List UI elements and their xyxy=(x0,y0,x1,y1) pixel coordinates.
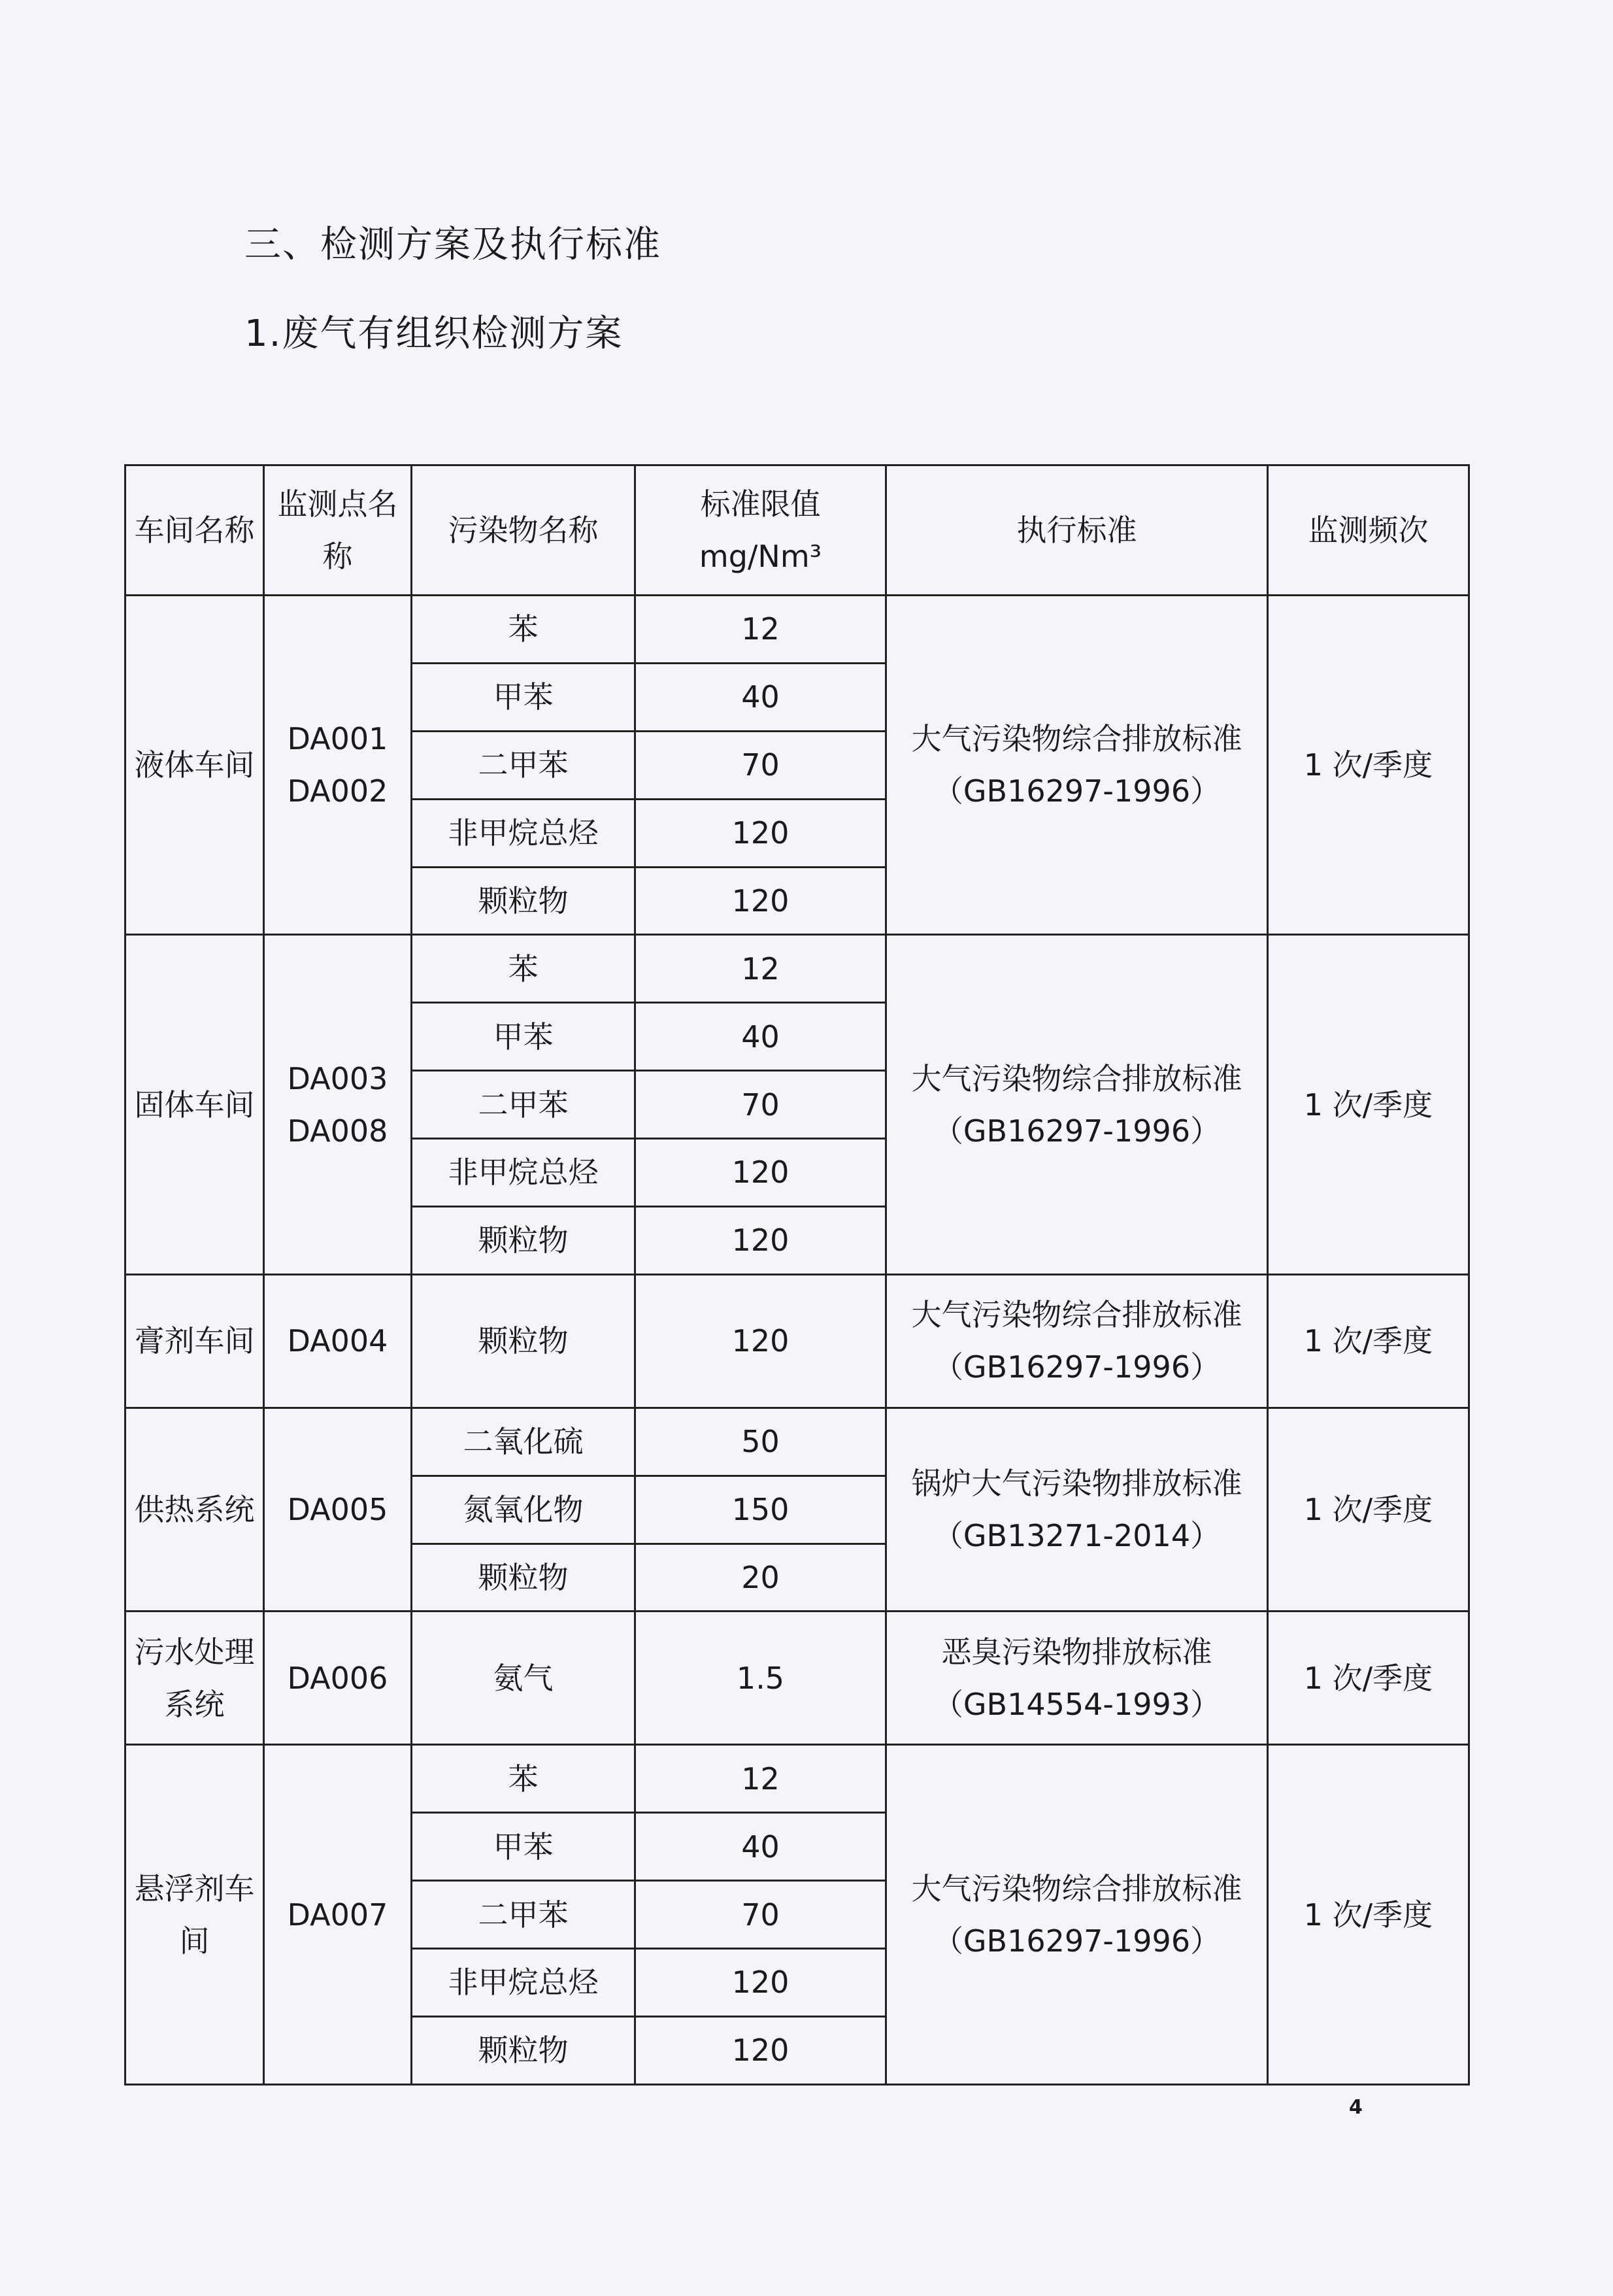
table-row xyxy=(125,935,1469,1003)
limit-cell: 70 xyxy=(635,731,886,799)
limit-cell: 40 xyxy=(635,1813,886,1881)
section-title: 三、检测方案及执行标准 xyxy=(244,224,661,266)
limit-cell: 40 xyxy=(635,1003,886,1071)
pollutant-cell: 颗粒物 xyxy=(412,1206,635,1274)
limit-cell: 50 xyxy=(635,1408,886,1476)
table-row xyxy=(125,1612,1469,1745)
standard-cell: 恶臭污染物排放标准（GB14554-1993） xyxy=(886,1612,1268,1745)
limit-cell: 1.5 xyxy=(635,1612,886,1745)
table-row xyxy=(125,596,1469,664)
monitoring-point-cell: DA007 xyxy=(264,1745,412,2085)
workshop-cell: 污水处理系统 xyxy=(125,1612,264,1745)
monitoring-point-cell: DA003 DA008 xyxy=(264,935,412,1274)
header-pollutant: 污染物名称 xyxy=(412,465,635,596)
limit-cell: 120 xyxy=(635,2016,886,2084)
limit-cell: 120 xyxy=(635,1206,886,1274)
pollutant-cell: 甲苯 xyxy=(412,663,635,731)
frequency-cell: 1 次/季度 xyxy=(1268,1408,1469,1612)
monitoring-point-cell: DA001 DA002 xyxy=(264,596,412,935)
header-frequency: 监测频次 xyxy=(1268,465,1469,596)
pollutant-cell: 氮氧化物 xyxy=(412,1476,635,1544)
monitoring-point-cell: DA005 xyxy=(264,1408,412,1612)
standard-cell: 大气污染物综合排放标准（GB16297-1996） xyxy=(886,1745,1268,2085)
workshop-cell: 悬浮剂车间 xyxy=(125,1745,264,2085)
limit-cell: 12 xyxy=(635,935,886,1003)
subsection-title: 1.废气有组织检测方案 xyxy=(244,312,624,355)
pollutant-cell: 非甲烷总烃 xyxy=(412,1139,635,1207)
workshop-cell: 膏剂车间 xyxy=(125,1274,264,1408)
pollutant-cell: 非甲烷总烃 xyxy=(412,799,635,867)
pollutant-cell: 二甲苯 xyxy=(412,1881,635,1949)
pollutant-cell: 甲苯 xyxy=(412,1813,635,1881)
standard-cell: 大气污染物综合排放标准（GB16297-1996） xyxy=(886,935,1268,1274)
workshop-cell: 固体车间 xyxy=(125,935,264,1274)
pollutant-cell: 二氧化硫 xyxy=(412,1408,635,1476)
frequency-cell: 1 次/季度 xyxy=(1268,596,1469,935)
limit-cell: 150 xyxy=(635,1476,886,1544)
pollutant-cell: 苯 xyxy=(412,596,635,664)
standard-cell: 锅炉大气污染物排放标准（GB13271-2014） xyxy=(886,1408,1268,1612)
limit-cell: 120 xyxy=(635,1274,886,1408)
limit-cell: 120 xyxy=(635,1949,886,2017)
frequency-cell: 1 次/季度 xyxy=(1268,1612,1469,1745)
pollutant-cell: 苯 xyxy=(412,935,635,1003)
table-body xyxy=(125,596,1469,2085)
page-number: 4 xyxy=(1349,2096,1363,2119)
limit-cell: 12 xyxy=(635,1745,886,1813)
pollutant-cell: 颗粒物 xyxy=(412,867,635,935)
standard-cell: 大气污染物综合排放标准（GB16297-1996） xyxy=(886,1274,1268,1408)
monitoring-point-cell: DA006 xyxy=(264,1612,412,1745)
limit-cell: 120 xyxy=(635,867,886,935)
header-monitoring-point: 监测点名称 xyxy=(264,465,412,596)
limit-cell: 120 xyxy=(635,799,886,867)
pollutant-cell: 苯 xyxy=(412,1745,635,1813)
pollutant-cell: 颗粒物 xyxy=(412,1274,635,1408)
pollutant-cell: 甲苯 xyxy=(412,1003,635,1071)
limit-cell: 40 xyxy=(635,663,886,731)
workshop-cell: 液体车间 xyxy=(125,596,264,935)
limit-cell: 70 xyxy=(635,1071,886,1139)
pollutant-cell: 颗粒物 xyxy=(412,2016,635,2084)
standard-cell: 大气污染物综合排放标准（GB16297-1996） xyxy=(886,596,1268,935)
frequency-cell: 1 次/季度 xyxy=(1268,1274,1469,1408)
table-header-row xyxy=(125,465,1469,596)
header-standard: 执行标准 xyxy=(886,465,1268,596)
limit-cell: 120 xyxy=(635,1139,886,1207)
table-row xyxy=(125,1408,1469,1476)
pollutant-cell: 氨气 xyxy=(412,1612,635,1745)
header-workshop: 车间名称 xyxy=(125,465,264,596)
limit-cell: 12 xyxy=(635,596,886,664)
pollutant-cell: 二甲苯 xyxy=(412,731,635,799)
monitoring-point-cell: DA004 xyxy=(264,1274,412,1408)
pollutant-cell: 非甲烷总烃 xyxy=(412,1949,635,2017)
pollutant-cell: 颗粒物 xyxy=(412,1544,635,1612)
frequency-cell: 1 次/季度 xyxy=(1268,1745,1469,2085)
monitoring-plan-table xyxy=(124,464,1470,2085)
limit-cell: 20 xyxy=(635,1544,886,1612)
frequency-cell: 1 次/季度 xyxy=(1268,935,1469,1274)
table-row xyxy=(125,1745,1469,1813)
pollutant-cell: 二甲苯 xyxy=(412,1071,635,1139)
workshop-cell: 供热系统 xyxy=(125,1408,264,1612)
table-row xyxy=(125,1274,1469,1408)
limit-cell: 70 xyxy=(635,1881,886,1949)
header-limit: 标准限值mg/Nm³ xyxy=(635,465,886,596)
